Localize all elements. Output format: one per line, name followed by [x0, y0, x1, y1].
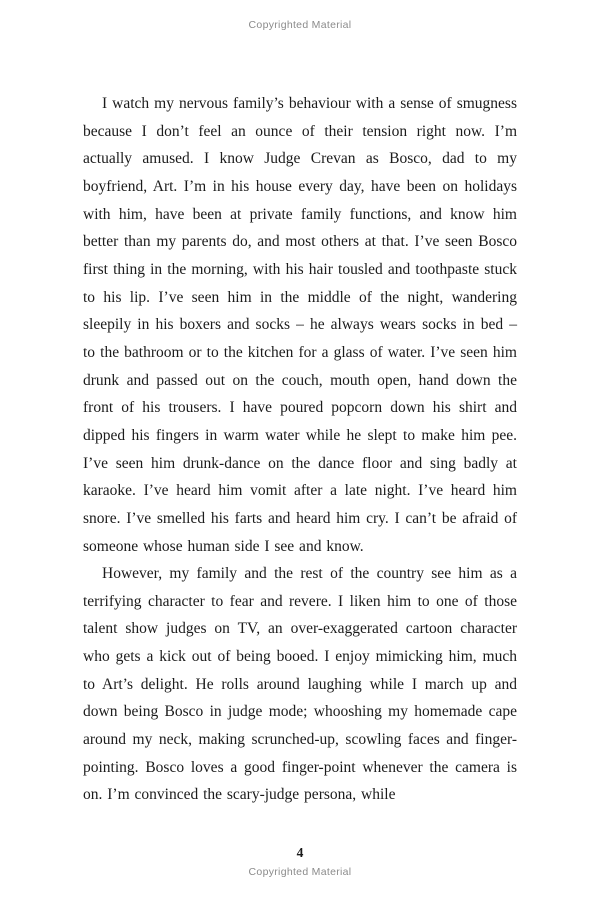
- copyright-watermark-top: Copyrighted Material: [248, 19, 352, 31]
- page-number: 4: [296, 845, 304, 860]
- body-paragraph: However, my family and the rest of the country see him as a terrifying character to fear and revere. I liken him to one of those talent show judges on TV, an over-exaggerated cartoon character who gets a kick out of being booed. I enjoy mimicking him, much to Art’s delight. He rolls around laughing while I march up and down being Bosco in judge mode; whooshing my homemade cape around my neck, making scrunched-up, scowling faces and finger-pointing. Bosco loves a good finger-point whenever the camera is on. I’m convinced the scary-judge persona, while: [83, 565, 517, 804]
- body-paragraph: I watch my nervous family’s behaviour with a sense of smugness because I don’t feel an ounce of their tension right now. I’m actually amused. I know Judge Crevan as Bosco, dad to my boyfriend, Art. I’m in his house every day, have been on holidays with him, have been at private family functions, and know him better than my parents do, and most others at that. I’ve seen Bosco first thing in the morning, with his hair tousled and toothpaste stuck to his lip. I’ve seen him in the middle of the night, wandering sleepily in his boxers and socks – he always wears socks in bed – to the bathroom or to the kitchen for a glass of water. I’ve seen him drunk and passed out on the couch, mouth open, hand down the front of his trousers. I have poured popcorn down his shirt and dipped his fingers in warm water while he slept to make him pee. I’ve seen him drunk-dance on the dance floor and sing badly at karaoke. I’ve heard him vomit after a late night. I’ve heard him snore. I’ve smelled his farts and heard him cry. I can’t be afraid of someone whose human side I see and know.: [83, 95, 517, 555]
- page-text-block: [83, 90, 517, 809]
- copyright-watermark-bottom: Copyrighted Material: [248, 866, 352, 878]
